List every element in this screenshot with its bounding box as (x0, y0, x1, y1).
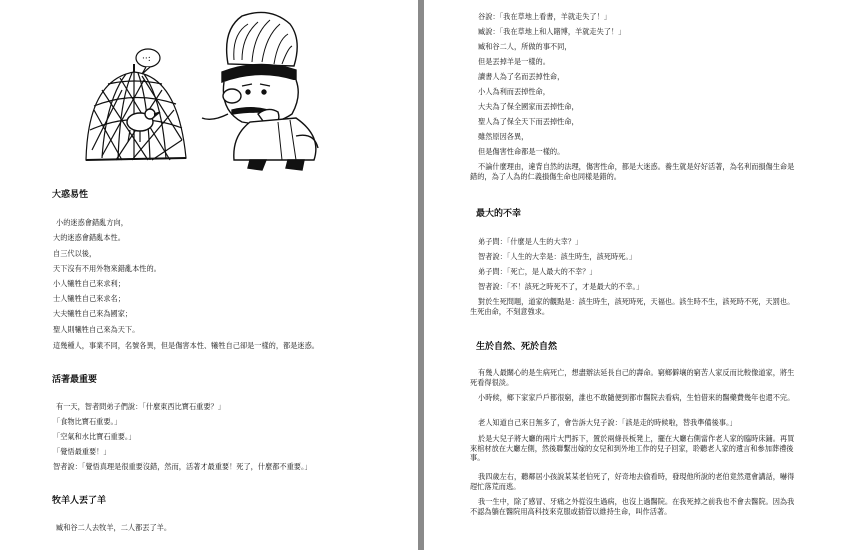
text-line: 智者說：「不！該死之時死不了，才是最大的不幸。」 (478, 282, 644, 291)
text-line: 「空氣和水比寶石重要。」 (53, 432, 136, 441)
text-line: 臧說：「我在草地上和人賭博，羊就走失了！」 (478, 27, 626, 36)
text-line: 小人為利而丟掉性命， (478, 87, 550, 96)
text-line: 智者說：「覺悟真理是很重要沒錯，然而，活著才最重要！死了，什麼都不重要。」 (53, 462, 312, 471)
text-line: 臧和谷二人，所做的事不同， (478, 42, 572, 51)
text-line: 大的迷惑會錯亂本性。 (53, 233, 125, 242)
right-page (424, 0, 843, 550)
section-title-living: 活著最重要 (52, 375, 98, 385)
paragraph: 我四歲左右，聽鄰居小孩說某某老伯死了，好奇地去偷看時，發現他所說的老伯竟然還會講話，嚇得趕忙落荒而逃。 (470, 472, 795, 491)
left-page (0, 0, 418, 550)
paragraph: 對於生死問題，道家的觀點是：該生時生，該死時死，天福也。該生時不生，該死時不死，天罰也。生死由命，不刻意強求。 (470, 297, 795, 316)
speech-bubble (136, 49, 160, 74)
paragraph: 不論什麼理由，違背自然的法理，傷害性命，都是大迷惑。養生就是好好活著，為名利而損傷生命是錯的，為了人為的仁義損傷生命也同樣是錯的。 (470, 162, 795, 181)
paragraph: 於是大兒子將大廳的兩片大門拆下，置於兩條長板凳上，擺在大廳右側當作老人家的臨時床鋪。再買來棺材放在大廳左側，然後聯繫出嫁的女兒和到外地工作的兒子回家，聆聽老人家的遺言和參加葬禮後事。 (470, 434, 795, 462)
text-line: 但是丟掉羊是一樣的。 (478, 57, 550, 66)
text-line: 「食物比寶石重要。」 (53, 417, 122, 426)
text-line: 天下沒有不用外物來錯亂本性的。 (53, 264, 161, 273)
birdcage-icon (86, 64, 186, 160)
speech-bubble-text: ··: (142, 54, 151, 64)
text-line: 小人犧牲自己來求利； (53, 279, 125, 288)
cartoon-illustration (82, 10, 344, 172)
text-line: 雖然原因各異， (478, 132, 529, 141)
text-line: 大夫為了保全國家而丟掉性命， (478, 102, 579, 111)
paragraph: 老人知道自己來日無多了，會告訴大兒子說：「該是走的時候啦，替我準備後事。」 (478, 418, 737, 427)
text-line: 聖人為了保全天下而丟掉性命， (478, 117, 579, 126)
text-line: 智者說：「人生的大幸是：該生時生，該死時死。」 (478, 252, 637, 261)
text-line: 小的迷惑會錯亂方向， (56, 218, 128, 227)
paragraph: 小時候，鄉下家家戶戶都很窮，誰也不敢隨便到都市醫院去看病，生怕借來的醫藥費幾年也還不完。 (478, 393, 795, 402)
text-line: 自三代以後， (53, 249, 97, 258)
section-title-misfortune: 最大的不幸 (476, 209, 522, 219)
text-line: 有一天，智者問弟子們說：「什麼東西比寶石重要？」 (56, 402, 225, 411)
text-line: 讀書人為了名而丟掉性命， (478, 72, 565, 81)
text-line: 「覺悟最重要！」 (53, 447, 111, 456)
section-title-shepherd: 牧羊人丟了羊 (52, 496, 107, 506)
text-line: 臧和谷二人去牧羊，二人都丟了羊。 (56, 523, 172, 532)
text-line: 但是傷害性命都是一樣的。 (478, 147, 565, 156)
text-line: 士人犧牲自己來求名； (53, 294, 125, 303)
text-line: 弟子問：「死亡，是人最大的不幸？」 (478, 267, 597, 276)
paragraph: 我一生中，除了感冒、牙痛之外從沒生過病，也沒上過醫院。在我死掉之前我也不會去醫院。因為我不認為躺在醫院用高科技來克服或插管以維持生命，叫作活著。 (470, 497, 795, 516)
text-line: 谷說：「我在草地上看書，羊就走失了！」 (478, 12, 611, 21)
text-line: 大夫犧牲自己來為國家； (53, 309, 133, 318)
text-line: 弟子問：「什麼是人生的大幸？」 (478, 237, 583, 246)
old-man-figure (202, 12, 318, 170)
paragraph: 有幾人最關心的是生病死亡，想盡辦法延長自己的壽命。窮鄉僻壤的窮苦人家反而比較像道家，將生死看得很淡。 (470, 368, 795, 387)
text-line: 聖人則犧牲自己來為天下。 (53, 325, 140, 334)
section-title-nature: 生於自然、死於自然 (476, 342, 558, 352)
section-title-confusion: 大惑易性 (52, 190, 89, 200)
text-line: 這幾種人，事業不同，名號各異，但是傷害本性、犧牲自己卻是一樣的，都是迷惑。 (53, 341, 319, 350)
